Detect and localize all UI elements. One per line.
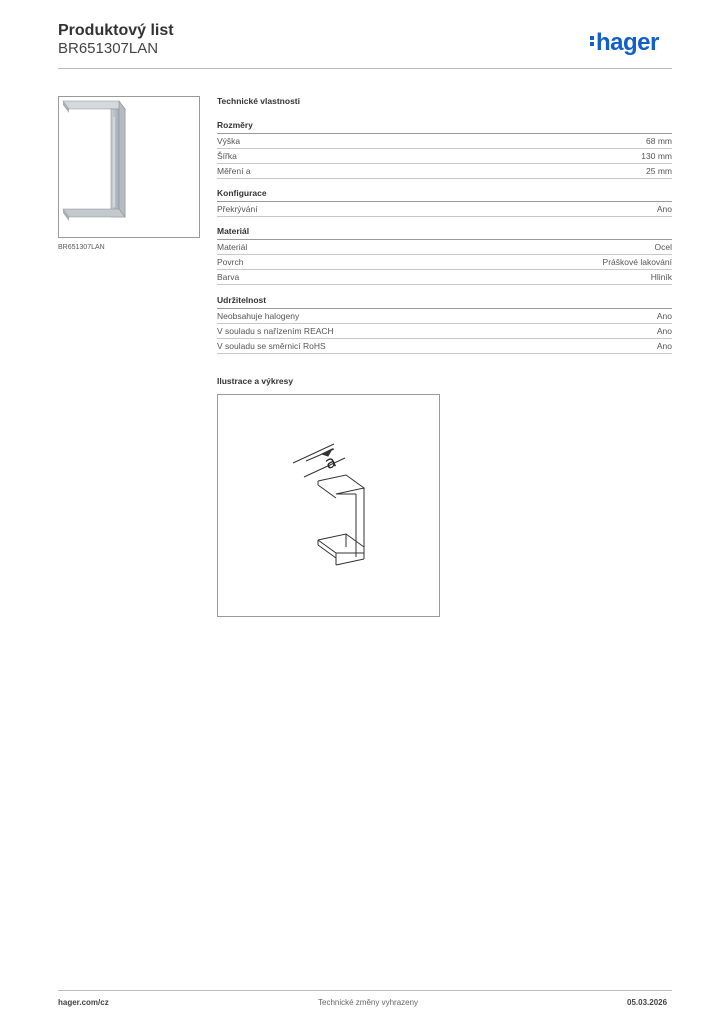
spec-label: Měření a xyxy=(217,166,251,176)
spec-value: Ano xyxy=(656,341,672,351)
footer-divider xyxy=(58,990,672,991)
technical-drawing xyxy=(217,394,440,617)
spec-row xyxy=(217,202,672,217)
spec-row xyxy=(217,240,672,255)
spec-row xyxy=(217,339,672,354)
spec-group-material xyxy=(217,226,672,285)
product-photo-icon xyxy=(59,97,199,237)
spec-label: Barva xyxy=(217,272,240,282)
spec-value: 130 mm xyxy=(641,151,672,161)
footer-note: Technické změny vyhrazeny xyxy=(318,998,419,1007)
spec-value: Hliník xyxy=(650,272,672,282)
spec-label: V souladu se směrnicí RoHS xyxy=(217,341,326,351)
spec-row xyxy=(217,149,672,164)
spec-label: Šířka xyxy=(217,151,237,161)
spec-value: Ano xyxy=(656,311,672,321)
spec-row xyxy=(217,324,672,339)
product-photo xyxy=(58,96,200,238)
header-divider xyxy=(58,68,672,69)
spec-label: Překrývání xyxy=(217,204,258,214)
spec-group-title: Konfigurace xyxy=(217,188,672,202)
spec-row xyxy=(217,309,672,324)
photo-caption: BR651307LAN xyxy=(58,244,105,251)
spec-group-sustainability xyxy=(217,295,672,354)
spec-group-configuration xyxy=(217,188,672,217)
spec-group-title: Materiál xyxy=(217,226,672,240)
spec-value: Ano xyxy=(656,326,672,336)
spec-label: V souladu s nařízením REACH xyxy=(217,326,334,336)
specs-title-block xyxy=(217,96,672,106)
drawing-title: Ilustrace a výkresy xyxy=(217,376,294,386)
spec-group-title: Rozměry xyxy=(217,120,672,134)
hager-logo xyxy=(590,29,659,57)
page-title: Produktový list xyxy=(58,22,174,39)
specs-title: Technické vlastnosti xyxy=(217,96,300,106)
spec-group-title: Udržitelnost xyxy=(217,295,672,309)
logo-dots-icon xyxy=(590,34,594,48)
spec-row xyxy=(217,270,672,285)
spec-row xyxy=(217,255,672,270)
spec-label: Neobsahuje halogeny xyxy=(217,311,300,321)
footer-website: hager.com/cz xyxy=(58,998,109,1007)
technical-drawing-icon xyxy=(218,395,439,616)
spec-label: Materiál xyxy=(217,242,248,252)
product-code: BR651307LAN xyxy=(58,40,159,57)
spec-row xyxy=(217,164,672,179)
dimension-label-a: a xyxy=(321,451,340,475)
spec-value: 68 mm xyxy=(646,136,672,146)
spec-value: Ocel xyxy=(654,242,672,252)
spec-group-dimensions xyxy=(217,120,672,179)
footer-date: 05.03.2026 xyxy=(627,998,668,1007)
spec-value: Práškové lakování xyxy=(602,257,672,267)
spec-label: Povrch xyxy=(217,257,244,267)
spec-value: Ano xyxy=(656,204,672,214)
spec-row xyxy=(217,134,672,149)
logo-text: hager xyxy=(596,29,659,56)
spec-label: Výška xyxy=(217,136,241,146)
spec-value: 25 mm xyxy=(646,166,672,176)
